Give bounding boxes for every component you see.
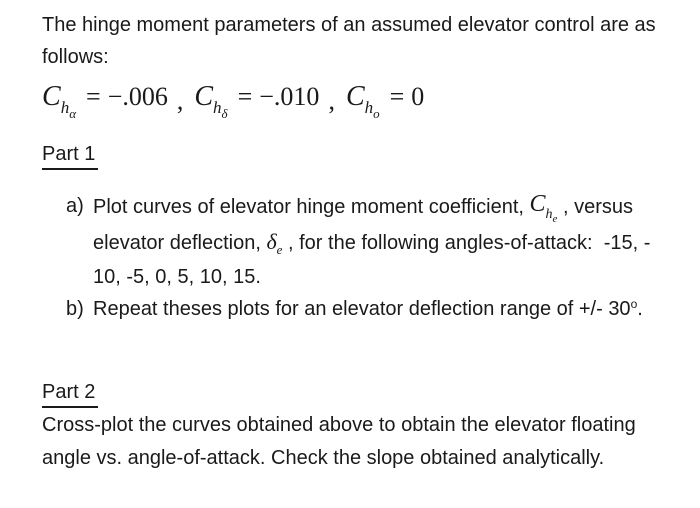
- symbol-C: C: [529, 191, 546, 217]
- term-value: −.010: [259, 82, 320, 111]
- comma-separator: ,: [176, 86, 184, 115]
- equation-term-ch-delta: [194, 81, 320, 121]
- item-a-line2-text: elevator deflection,: [93, 232, 267, 254]
- item-a-line-3: 10, -5, 0, 5, 10, 15.: [93, 266, 261, 288]
- part2-paragraph: [42, 409, 682, 475]
- symbol-C: C: [345, 81, 365, 112]
- task-item-a: [42, 190, 682, 293]
- part2-line-2: angle vs. angle-of-attack. Check the slope obtained analytically.: [42, 447, 605, 469]
- subscript-h: h: [364, 98, 374, 117]
- part2-heading-text: Part 2: [42, 380, 98, 408]
- part1-heading-text: Part 1: [42, 142, 98, 170]
- item-a-line-2: [93, 226, 650, 261]
- subscript-h: h: [213, 98, 222, 117]
- comma-separator: ,: [328, 86, 335, 115]
- intro-paragraph: [42, 9, 682, 73]
- subscript-o: o: [373, 106, 380, 121]
- term-value: 0: [411, 82, 425, 111]
- equation-term-ch-o: [345, 81, 425, 121]
- subscript-e: e: [276, 242, 283, 257]
- symbol-C: C: [42, 81, 61, 112]
- subscript-h: h: [545, 207, 553, 222]
- item-a-content: [93, 190, 650, 293]
- symbol-C: C: [194, 81, 214, 112]
- item-b-period: .: [637, 298, 643, 320]
- part2-heading: [42, 376, 682, 408]
- task-item-b: [42, 293, 682, 327]
- degree-superscript: o: [630, 297, 638, 311]
- intro-line-2: follows:: [42, 46, 109, 68]
- subscript-e: e: [552, 213, 558, 225]
- equals-sign: =: [86, 82, 101, 111]
- equals-sign: =: [237, 82, 253, 111]
- subscript-alpha: α: [69, 106, 77, 121]
- part1-heading: [42, 138, 682, 170]
- item-b-label: b): [66, 298, 84, 320]
- item-a-line1-tail: , versus: [557, 196, 634, 218]
- equation-term-ch-alpha: [42, 81, 168, 121]
- intro-line-1: The hinge moment parameters of an assumed elevator control are as: [42, 14, 656, 36]
- subscript-delta: δ: [221, 106, 228, 121]
- part2-line-1: Cross-plot the curves obtained above to obtain the elevator floating: [42, 414, 636, 436]
- item-a-line1-text: Plot curves of elevator hinge moment coefficient,: [93, 196, 530, 218]
- subscript-h: h: [60, 98, 70, 117]
- item-b-text: Repeat theses plots for an elevator deflection range of +/- 30: [93, 298, 631, 320]
- item-a-line2-tail: , for the following angles-of-attack: -15, -: [282, 232, 651, 254]
- item-b-content: [93, 293, 643, 327]
- item-a-line-1: [93, 190, 650, 226]
- equals-sign: =: [389, 82, 405, 111]
- term-value: −.006: [107, 82, 168, 111]
- part1-task-list: [42, 190, 682, 327]
- hinge-moment-equation: [42, 77, 682, 121]
- item-a-label: a): [66, 195, 84, 217]
- symbol-delta: δ: [266, 229, 277, 254]
- item-b-line-1: [93, 293, 643, 327]
